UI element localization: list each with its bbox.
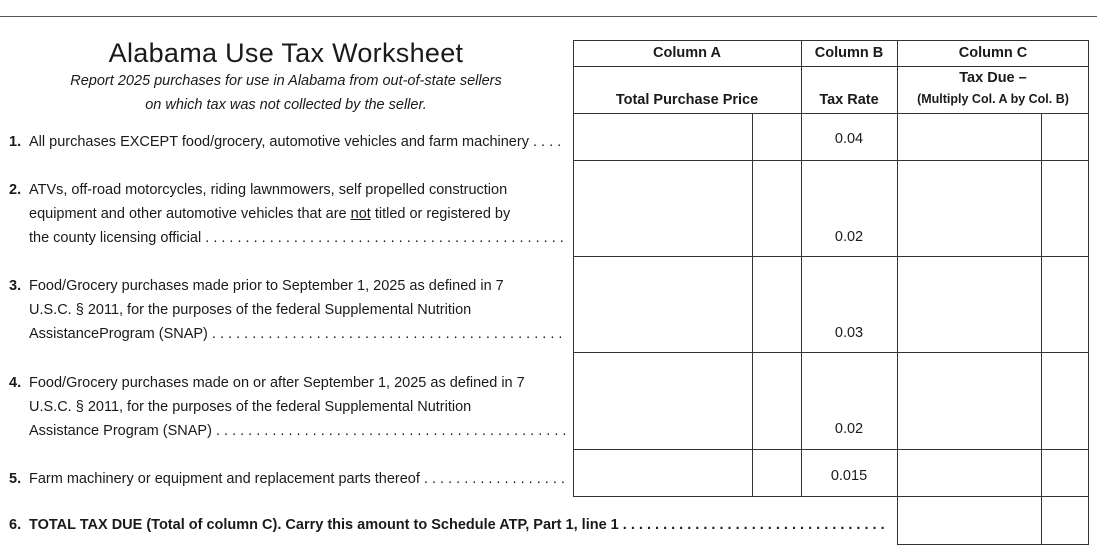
column-b-header: Column B — [814, 45, 884, 61]
row4-description — [9, 371, 566, 443]
row1-number: 1. — [9, 134, 22, 150]
row4-column-a-cents-field[interactable] — [753, 353, 801, 449]
row1-column-a-dollars-field[interactable] — [574, 114, 752, 160]
row2-column-a-cents-field[interactable] — [753, 161, 801, 256]
row4-number: 4. — [9, 375, 22, 391]
row4-column-c-cents-field[interactable] — [1042, 353, 1088, 449]
row4-column-c-dollars-field[interactable] — [898, 353, 1041, 449]
column-c-subheader-line2: (Multiply Col. A by Col. B) — [917, 92, 1069, 106]
row2-number: 2. — [9, 182, 22, 198]
row3-column-a-cents-field[interactable] — [753, 257, 801, 352]
column-a-header: Column A — [653, 45, 721, 61]
worksheet-title: Alabama Use Tax Worksheet — [108, 38, 464, 68]
row5-column-c-dollars-field[interactable] — [898, 450, 1041, 496]
row5-line1: Farm machinery or equipment and replacement parts thereof — [29, 471, 420, 487]
row2-description — [9, 178, 566, 250]
row3-column-a-dollars-field[interactable] — [574, 257, 752, 352]
row3-description — [9, 274, 566, 346]
row3-tax-rate: 0.03 — [834, 325, 864, 341]
row2-line3: the county licensing official — [29, 230, 202, 246]
row2-column-c-cents-field[interactable] — [1042, 161, 1088, 256]
total-tax-due-dollars-field[interactable] — [898, 497, 1041, 544]
row2-line2b: titled or registered by — [374, 206, 511, 222]
row2-underlined-not: not — [350, 206, 371, 222]
row3-number: 3. — [9, 278, 22, 294]
row2-column-c-dollars-field[interactable] — [898, 161, 1041, 256]
row2-line1: ATVs, off-road motorcycles, riding lawnmowers, self propelled construction — [29, 182, 508, 198]
header-divider — [573, 66, 1089, 67]
row2-line2a: equipment and other automotive vehicles that are — [29, 206, 347, 222]
row3-line2: U.S.C. § 2011, for the purposes of the federal Supplemental Nutrition — [29, 302, 472, 318]
row5-tax-rate: 0.015 — [830, 468, 868, 484]
row2-column-a-dollars-field[interactable] — [574, 161, 752, 256]
row5-column-c-cents-field[interactable] — [1042, 450, 1088, 496]
table-right-border — [1088, 40, 1089, 545]
column-a-subheader: Total Purchase Price — [615, 92, 759, 108]
row3-line1: Food/Grocery purchases made prior to September 1, 2025 as defined in 7 — [29, 278, 504, 294]
total-bottom-border — [897, 544, 1089, 545]
column-c-header: Column C — [958, 45, 1028, 61]
row1-line1: All purchases EXCEPT food/grocery, automotive vehicles and farm machinery — [29, 134, 529, 150]
row4-tax-rate: 0.02 — [834, 421, 864, 437]
column-c-subheader-line1: Tax Due – — [959, 70, 1027, 86]
row5-column-a-dollars-field[interactable] — [574, 450, 752, 496]
row3-column-c-cents-field[interactable] — [1042, 257, 1088, 352]
row5-column-a-cents-field[interactable] — [753, 450, 801, 496]
row1-description — [9, 130, 566, 154]
row4-column-a-dollars-field[interactable] — [574, 353, 752, 449]
row1-column-c-dollars-field[interactable] — [898, 114, 1041, 160]
row2-tax-rate: 0.02 — [834, 229, 864, 245]
row1-tax-rate: 0.04 — [834, 131, 864, 147]
total-row-label: TOTAL TAX DUE (Total of column C). Carry this amount to Schedule ATP, Part 1, line 1 — [29, 517, 619, 533]
row1-column-c-cents-field[interactable] — [1042, 114, 1088, 160]
row5-description — [9, 467, 566, 491]
total-row-number: 6. — [9, 517, 22, 533]
row1-column-a-cents-field[interactable] — [753, 114, 801, 160]
row4-line1: Food/Grocery purchases made on or after September 1, 2025 as defined in 7 — [29, 375, 525, 391]
column-b-subheader: Tax Rate — [819, 92, 879, 108]
row3-line3: AssistanceProgram (SNAP) — [29, 326, 208, 342]
total-tax-due-cents-field[interactable] — [1042, 497, 1088, 544]
row3-column-c-dollars-field[interactable] — [898, 257, 1041, 352]
worksheet-subtitle-line1: Report 2025 purchases for use in Alabama from out-of-state sellers — [70, 73, 502, 89]
worksheet-subtitle-line2: on which tax was not collected by the seller. — [145, 97, 427, 113]
total-tax-due-row — [9, 513, 887, 537]
row4-line3: Assistance Program (SNAP) — [29, 423, 212, 439]
top-rule — [0, 16, 1097, 17]
row4-line2: U.S.C. § 2011, for the purposes of the federal Supplemental Nutrition — [29, 399, 472, 415]
row5-number: 5. — [9, 471, 22, 487]
table-top-border — [573, 40, 1089, 41]
